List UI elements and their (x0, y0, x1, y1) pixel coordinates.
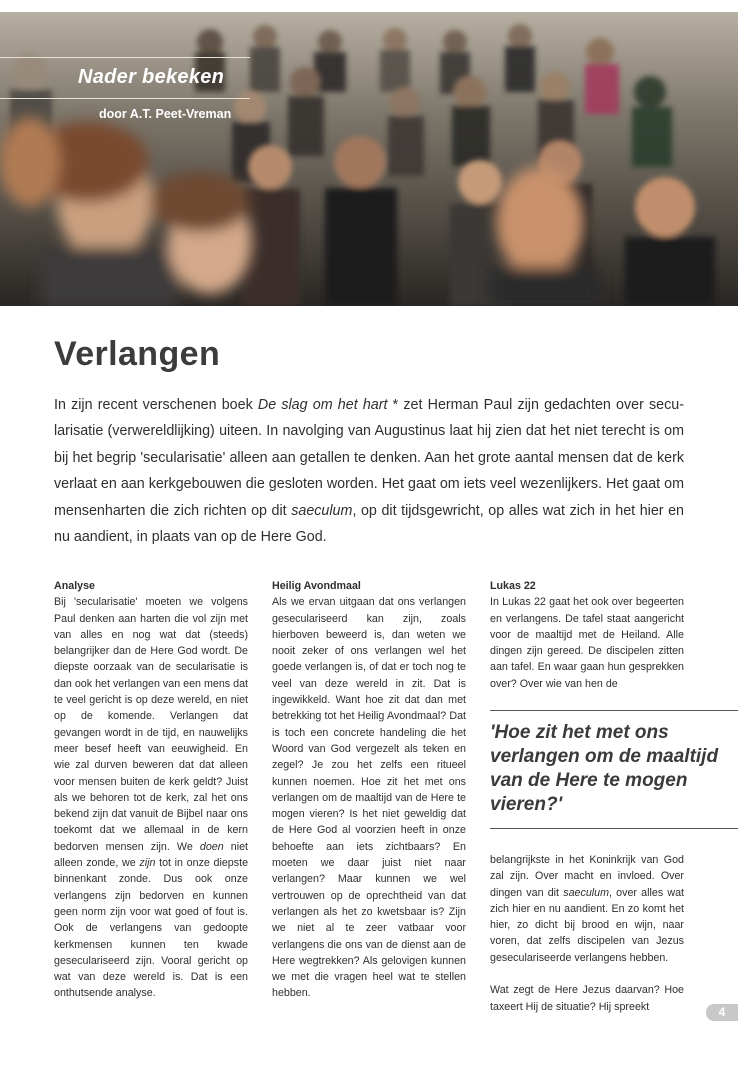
page-number-badge: 4 (706, 1004, 738, 1021)
analyse-zijn: zijn (139, 857, 156, 870)
pull-quote-rule-bottom (490, 828, 738, 829)
pull-quote-text: 'Hoe zit het met ons verlangen om de maaltijd van de Here te mogen vieren?' (490, 722, 719, 815)
series-title: Nader bekeken (78, 66, 225, 88)
lukas-paragraph-bottom (490, 852, 684, 966)
intro-text-2: * zet Herman Paul zijn gedachten over secu-larisatie (verwereldlijking) uiteen. In navolging van Augustinus laat hij zien dat het niet terecht is om bij het begrip 'secularisatie' alleen aan getallen te denken. Aan het grote aantal mensen dat de kerk verlaat en aan kerkgebouwen die gesloten worden. Het gaat om iets veel wezenlijkers. Het gaat om mensenharten die zich richten op dit (54, 397, 684, 519)
intro-text-1: In zijn recent verschenen boek (54, 397, 258, 413)
section-heading-lukas: Lukas 22 (490, 580, 536, 592)
intro-saeculum: saeculum (291, 502, 353, 519)
book-title: De slag om het hart (257, 397, 388, 413)
avondmaal-paragraph: Als we ervan uitgaan dat ons verlangen geseculariseerd kan zijn, zoals hierboven beweerd is, dan weten we nooit zeker of ons verlangen wel het goede verlangen is, of dat er toch nog te veel van deze wereld in zit. Dat is ingewikkeld. Want hoe zit dat dan met betrekking tot het Heilig Avondmaal? Dat is toch een concrete handeling die het Woord van God vergezelt als teken en zegel? Je zou het zelfs een ritueel kunnen noemen. Hoe zit het met ons verlangen om de maaltijd van de Here te mogen vieren? Is het niet geweldig dat de Here God al voorzien heeft in onze behoefte aan iets zichtbaars? En moeten we daar juist niet naar verlangen? Maar kunnen we wel vertrouwen op de oprechtheid van dat verlangen als het zo kwetsbaar is? Zijn we niet al te zeer vatbaar voor verlangens die ons van de dienst aan de Here wegtrekken? Als gelovigen kunnen we met die vragen heel wat te stellen hebben. (272, 596, 466, 1000)
section-heading-analyse: Analyse (54, 580, 95, 592)
author-byline: door A.T. Peet-Vreman (99, 107, 232, 121)
column-lukas-22 (490, 578, 684, 692)
article-intro (54, 392, 684, 550)
pull-quote-rule-top (490, 710, 738, 711)
analyse-paragraph (54, 594, 248, 1001)
section-heading-avondmaal: Heilig Avondmaal (272, 580, 361, 592)
analyse-text-3: tot in onze diepste binnenkant zonde. Dus ook onze verlangens zijn bedorven en kunnen geen norm zijn voor wat goed of fout is. Ook de verlangens van gedoopte kerkmensen kunnen ten kwade geseculariseerd zijn. Vooral gericht op wat van deze wereld is. Dat is een onthutsende analyse. (54, 857, 249, 1000)
analyse-doen: doen (199, 840, 224, 853)
lukas-saeculum: saeculum (563, 886, 609, 899)
column-heilig-avondmaal (272, 578, 466, 1002)
lukas-text-1: belangrijkste in het Koninkrijk van God zal zijn. Over macht en invloed. Over dingen van dit (490, 854, 684, 899)
column-analyse (54, 578, 248, 1002)
article-title: Verlangen (54, 335, 221, 373)
lukas-text-2: , over alles wat zich hier en nu aandient. En zo komt het hier, zo dicht bij brood en wijn, naar voren, dat zelfs discipelen van Jezus geseculariseerde verlangens hebben. (490, 886, 684, 964)
pull-quote (490, 710, 738, 829)
header-rule-bottom (0, 98, 250, 99)
intro-text-3: , op dit tijdsgewricht, op alles wat zich in het hier en nu aandient, in plaats van op de Here God. (54, 502, 685, 546)
lukas-paragraph-top: In Lukas 22 gaat het ook over begeerten en verlangens. De tafel staat aangericht voor de maaltijd met de Heiland. Alle dingen zijn gereed. De discipelen zitten aan tafel. En waar gaan hun gesprekken over? Over wie van hen de (490, 596, 684, 690)
header-rule-top (0, 57, 250, 58)
analyse-text-2: niet alleen zonde, we (54, 840, 248, 870)
analyse-text-1: Bij 'secularisatie' moeten we volgens Paul denken aan harten die vol zijn met van alles en nog wat dat (steeds) belangrijker dan de Here God wordt. De diepste oorzaak van de secularisatie is dan ook het verlangen van een mens dat te veel gericht is op deze wereld, en niet op de komende. Verlangen dat gevangen wordt in de tijd, en nauwelijks meer besef heeft van eeuwigheid. En wie zal durven beweren dat dat alleen voor mensen buiten de kerk geldt? Juist als we behoren tot de kerk, zal het ons bekend zijn dat vanuit de Bijbel naar ons toekomt dat we allemaal in de kern bedorven mensen zijn. We (54, 596, 248, 853)
column-lukas-22-continued (490, 852, 684, 1015)
lukas-paragraph-last: Wat zegt de Here Jezus daarvan? Hoe taxeert Hij de situatie? Hij spreekt (490, 984, 684, 1013)
hero-photo (0, 12, 738, 306)
